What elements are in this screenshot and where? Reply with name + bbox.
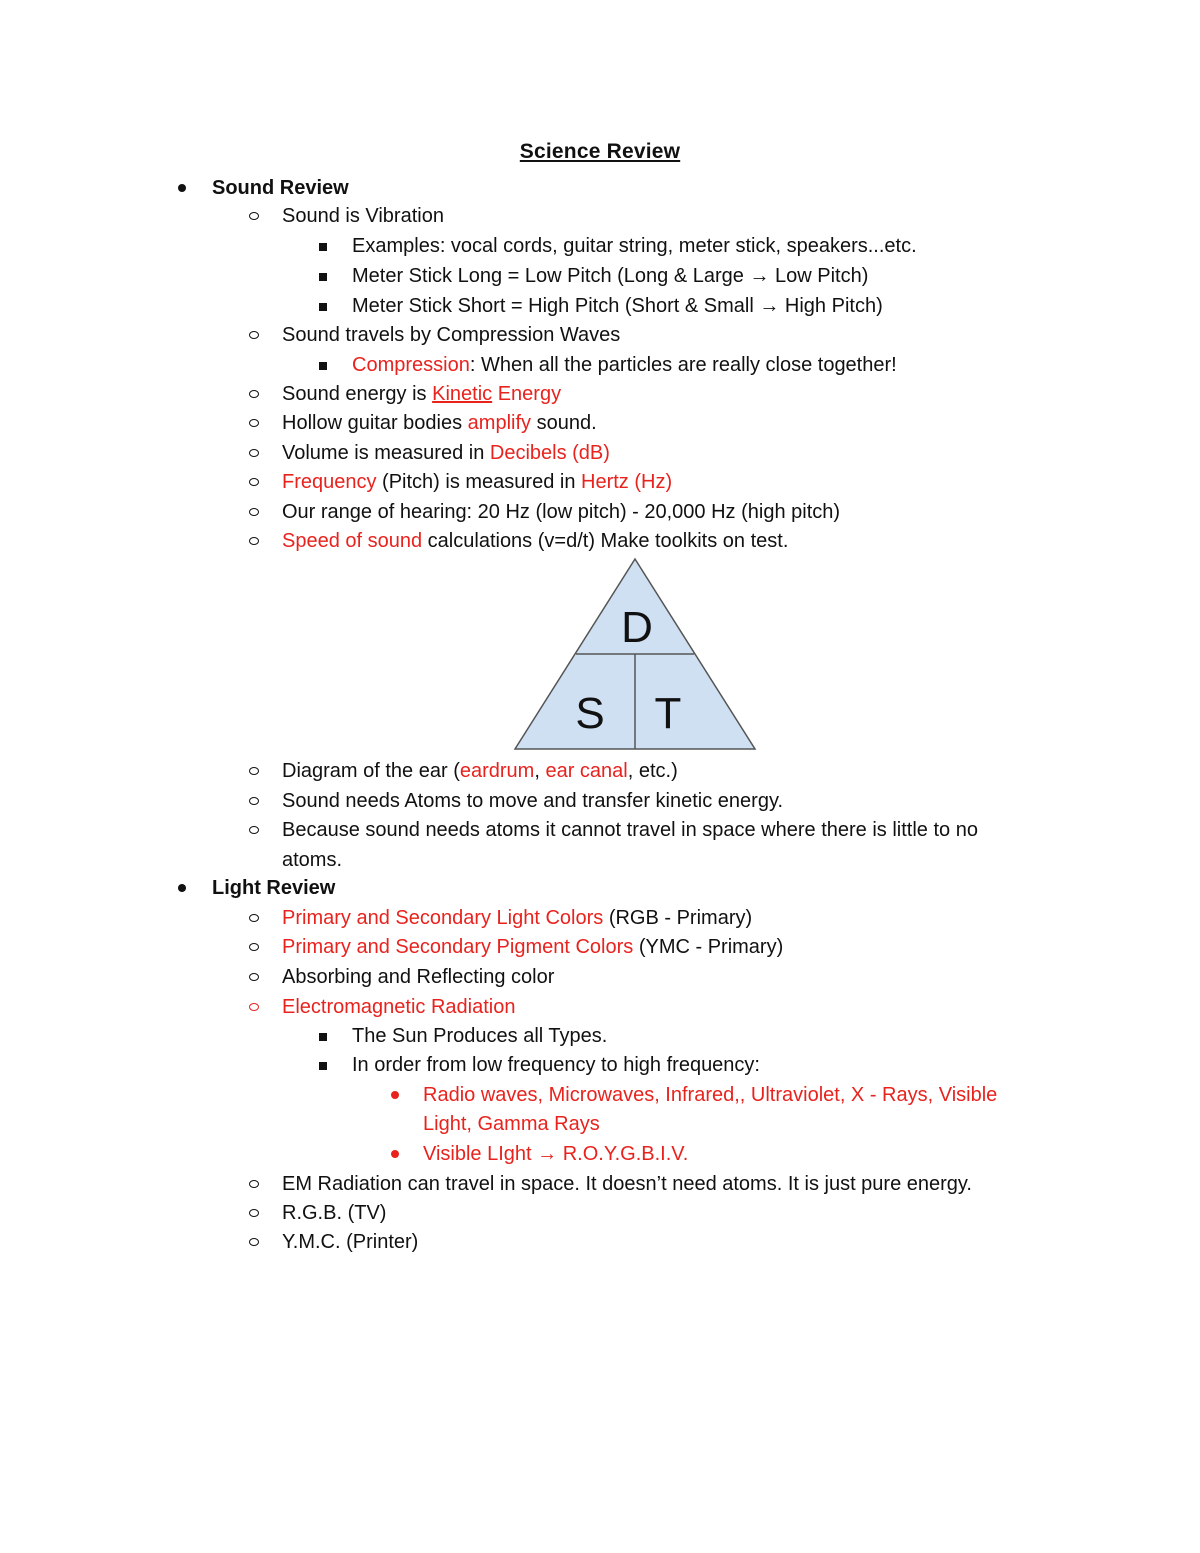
item-text: (Pitch) is measured in [376,471,582,493]
item-text: (YMC - Primary) [633,936,784,958]
triangle-label-distance: D [621,603,653,652]
list-item: Sound is Vibration [282,205,444,227]
list-item: Visible LIght → R.O.Y.G.B.I.V. [423,1143,689,1165]
term-pigment-colors: Primary and Secondary Pigment Colors [282,936,634,958]
bullet-dot-icon [388,1080,402,1110]
bullet-circle-icon [247,903,261,933]
list-item: Meter Stick Short = High Pitch (Short & Small → High Pitch) [352,295,883,317]
item-text: sound. [531,412,597,434]
bullet-circle-icon [247,1198,261,1228]
list-item: Our range of hearing: 20 Hz (low pitch) - 20,000 Hz (high pitch) [282,501,841,523]
term-hertz: Hertz (Hz) [581,471,673,493]
list-item: EM Radiation can travel in space. It doesn’t need atoms. It is just pure energy. [282,1173,972,1195]
list-item [282,467,672,497]
list-item: Absorbing and Reflecting color [282,966,555,988]
bullet-circle-icon [247,992,261,1022]
term-eardrum: eardrum [459,760,535,782]
triangle-label-speed: S [575,689,605,738]
bullet-dot-icon [176,873,188,903]
item-text: (RGB - Primary) [603,907,753,929]
bullet-circle-icon [247,1169,261,1199]
list-item: In order from low frequency to high frequency: [352,1054,760,1076]
distance-speed-time-triangle [512,556,758,752]
definition-text: : When all the particles are really close together! [469,354,897,376]
bullet-circle-icon [247,320,261,350]
list-item: Radio waves, Microwaves, Infrared,, Ultraviolet, X - Rays, Visible [423,1084,998,1106]
bullet-circle-icon [247,1227,261,1257]
bullet-circle-icon [247,756,261,786]
bullet-circle-icon [247,408,261,438]
bullet-circle-icon [247,815,261,845]
section-heading-light: Light Review [212,877,336,899]
list-item: Sound needs Atoms to move and transfer kinetic energy. [282,790,784,812]
bullet-square-icon [316,291,330,321]
bullet-square-icon [316,231,330,261]
term-speed-of-sound: Speed of sound [282,530,423,552]
bullet-square-icon [316,1021,330,1051]
term-kinetic: Kinetic [432,383,493,405]
list-item [282,526,788,556]
bullet-circle-icon [247,497,261,527]
item-text: Volume is measured in [282,442,490,464]
item-text: Hollow guitar bodies [282,412,468,434]
list-item: R.G.B. (TV) [282,1202,387,1224]
list-item [282,379,561,409]
list-item [282,932,783,962]
bullet-dot-icon [176,173,188,203]
list-item [282,903,752,933]
bullet-circle-icon [247,526,261,556]
term-amplify: amplify [467,412,532,434]
term-frequency: Frequency [282,471,377,493]
bullet-circle-icon [247,379,261,409]
list-item [352,350,897,380]
list-item: Sound travels by Compression Waves [282,324,621,346]
list-item: Because sound needs atoms it cannot travel in space where there is little to no [282,819,978,841]
section-heading-sound: Sound Review [212,177,349,199]
bullet-circle-icon [247,201,261,231]
list-item: Meter Stick Long = Low Pitch (Long & Large → Low Pitch) [352,265,869,287]
triangle-label-time: T [654,689,682,738]
list-item: Examples: vocal cords, guitar string, meter stick, speakers...etc. [352,235,917,257]
list-item-continuation: atoms. [282,849,343,871]
term-ear-canal: ear canal [545,760,628,782]
term-energy: Energy [492,383,562,405]
item-text: , [534,760,546,782]
list-item-continuation: Light, Gamma Rays [423,1113,600,1135]
bullet-square-icon [316,350,330,380]
item-text: calculations (v=d/t) Make toolkits on test. [422,530,789,552]
item-text: Diagram of the ear ( [282,760,460,782]
list-item [282,756,678,786]
bullet-circle-icon [247,962,261,992]
bullet-dot-icon [388,1139,402,1169]
list-item [282,438,610,468]
list-item: Electromagnetic Radiation [282,996,516,1018]
page-title: Science Review [519,140,681,163]
bullet-square-icon [316,1050,330,1080]
term-decibels: Decibels (dB) [489,442,610,464]
item-text: Sound energy is [282,383,433,405]
term-compression: Compression [352,354,470,376]
list-item: Y.M.C. (Printer) [282,1231,419,1253]
bullet-circle-icon [247,786,261,816]
list-item: The Sun Produces all Types. [352,1025,608,1047]
bullet-circle-icon [247,932,261,962]
bullet-circle-icon [247,467,261,497]
bullet-square-icon [316,261,330,291]
item-text: , etc.) [627,760,678,782]
list-item [282,408,597,438]
term-light-colors: Primary and Secondary Light Colors [282,907,604,929]
bullet-circle-icon [247,438,261,468]
